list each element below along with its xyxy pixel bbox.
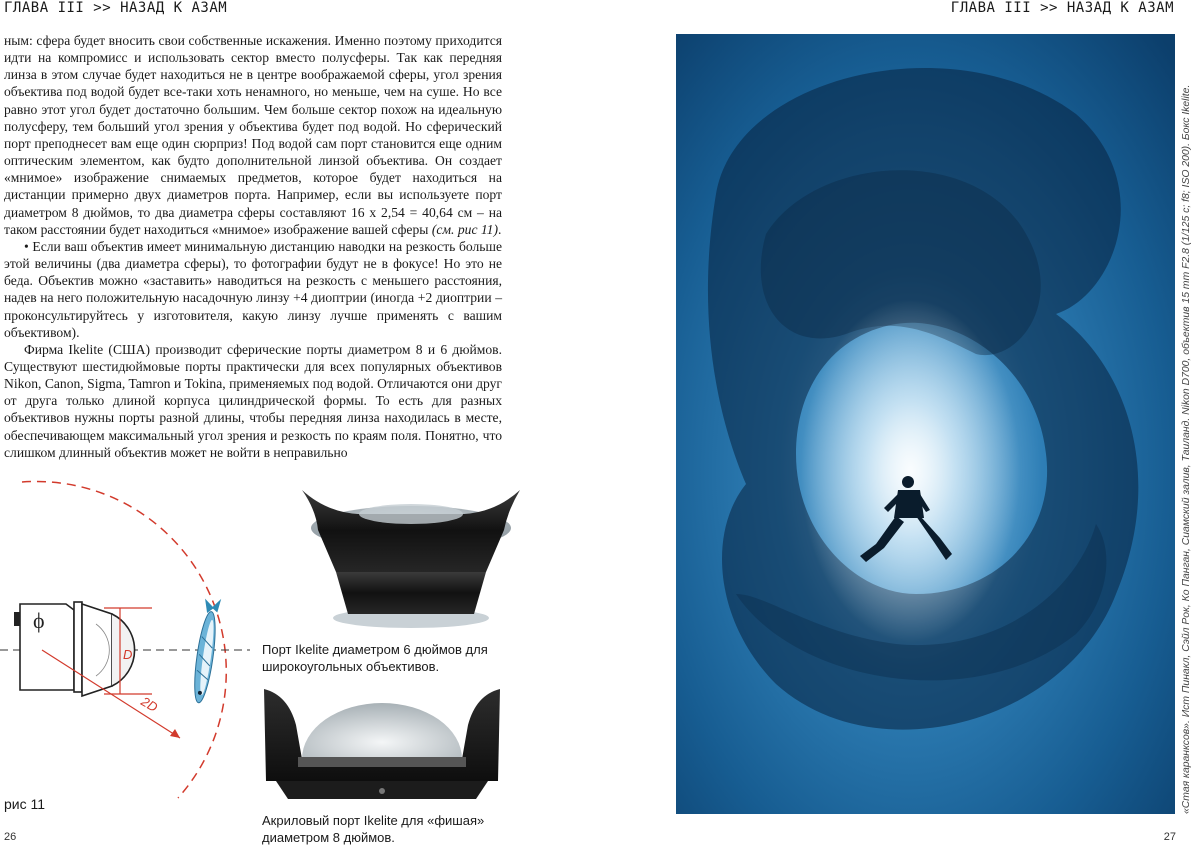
arrowhead (170, 729, 180, 738)
paragraph-1 (4, 32, 502, 238)
dome-port-diagram (0, 468, 260, 818)
phi-symbol: ϕ (33, 608, 45, 633)
body-text (4, 32, 502, 461)
left-page (0, 0, 600, 845)
paragraph-3: Фирма Ikelite (США) производит сферические порты диаметром 8 и 6 дюймов. Существуют шестидюймовые порты практически для всех популярных объективов Nikon, Canon, Sigma, Tamron и Tokina, применяемых под водой. Отличаются они друг от друга только длиной корпуса цилиндрической формы. То есть для разных объективов нужны порты разной длины, чтобы передняя линза находилась в месте, обеспечивающем максимальный угол зрения и резкость по краям поля. Понятно, что слишком длинный объектив может не войти в неправильно (4, 341, 502, 460)
running-head-left: ГЛАВА III >> НАЗАД К АЗАМ (4, 0, 228, 16)
two-d-label: 2D (138, 693, 161, 715)
running-head-right: ГЛАВА III >> НАЗАД К АЗАМ (950, 0, 1174, 16)
page-number-left: 26 (4, 831, 17, 843)
photo-credit: «Стая каранксов». Ист Пинакл, Сэйл Рок, Ко Панган, Сиамский залив, Таиланд. Nikon D700, объектив 15 mm F2.8 (1/125 с; f8; ISO 200). Бокс Ikelite. (1181, 84, 1192, 814)
ikelite-6-inch-port-photo (296, 480, 526, 630)
jack-fish-school-photo (676, 34, 1175, 814)
paragraph-1-end: . (497, 221, 502, 237)
figure-reference: (см. рис 11) (431, 221, 498, 237)
page-number-right: 27 (1163, 831, 1176, 843)
right-page (600, 0, 1200, 845)
paragraph-1-text: ным: сфера будет вносить свои собственные искажения. Именно поэтому приходится идти на компромисс и использовать сектор вместо полусферы. Так как передняя линза в этом случае будет находиться не в центре воображаемой сферы, угол зрения объектива под водой будет все-таки хоть ненамного, но меньше, чем на суше. Но все равно этот угол будет достаточно большим. Чем больше сектор похож на идеальную полусферу, тем больший угол зрения у объектива будет под водой. Но сферический порт преподнесет вам еще один сюрприз! Под водой сам порт становится еще одним оптическим элементом, как будто дополнительной линзой объектива. Он создает «мнимое» изображение снимаемых предметов, которое будет находиться на дистанции примерно двух диаметров порта. Например, если вы используете порт диаметром 8 дюймов, то два диаметра сферы составляют 16 х 2,54 = 40,64 см – на таком расстоянии будет находиться «мнимое» изображение вашей сферы (4, 33, 502, 237)
caption-6-inch-port: Порт Ikelite диаметром 6 дюймов для широкоугольных объективов. (262, 642, 488, 674)
figure-label: рис 11 (4, 796, 46, 812)
ikelite-8-inch-port-photo (262, 685, 502, 805)
paragraph-2: • Если ваш объектив имеет минимальную дистанцию наводки на резкость больше этой величины (два диаметра сферы), то фотографии будут не в фокусе! Но это не беда. Объектив можно «заставить» наводиться на резкость с меньшего расстояния, надев на него положительную насадочную линзу +4 диоптрии (иногда +2 диоптрии – проконсультируйтесь у изготовителя, какую линзу лучше применять с вашим объективом). (4, 238, 502, 340)
caption-8-inch-port: Акриловый порт Ikelite для «фишая» диаметром 8 дюймов. (262, 813, 485, 845)
d-label: D (123, 647, 133, 662)
